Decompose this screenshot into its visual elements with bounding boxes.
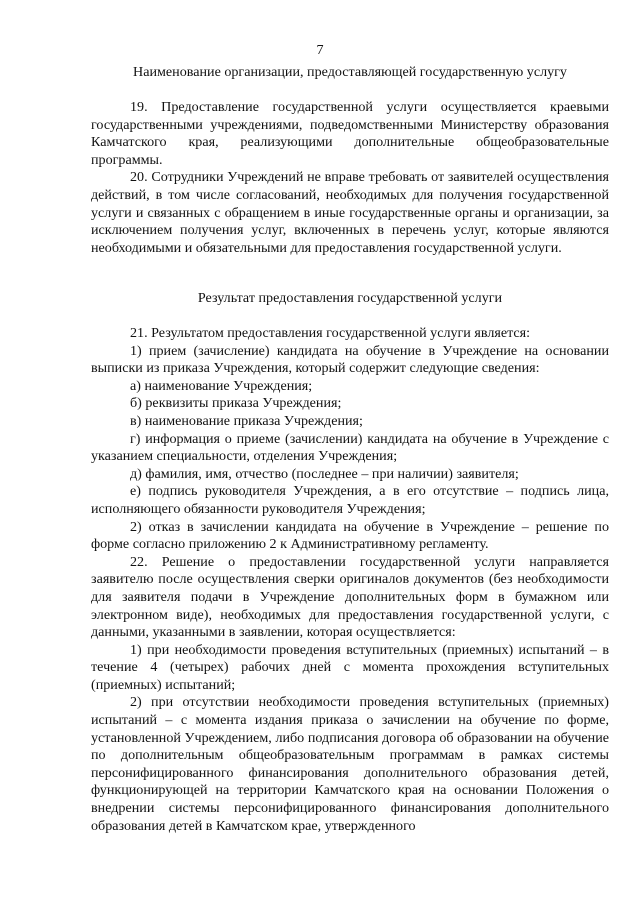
section-body-provider: [91, 99, 609, 257]
section-heading-result: Результат предоставления государственной услуги: [197, 290, 503, 306]
list-item-21-1: 1) прием (зачисление) кандидата на обучение в Учреждение на основании выписки из приказа Учреждения, который содержит следующие сведения:: [91, 342, 609, 377]
paragraph-19: 19. Предоставление государственной услуги осуществляется краевыми государственными учреждениями, подведомственными Министерству образования Камчатского края, реализующими дополнительные общеобразовательные программы.: [91, 99, 609, 168]
list-item-21-1-v: в) наименование приказа Учреждения;: [130, 412, 363, 429]
paragraph-21: 21. Результатом предоставления государственной услуги является:: [130, 325, 531, 341]
paragraph-22: 22. Решение о предоставлении государственной услуги направляется заявителю после осуществления сверки оригиналов документов (без необходимости для заявителя подачи в Учреждение дополнительных форм в бумажном или электронном виде), необходимых для предоставления государственной услуги, с данными, указанными в заявлении, которая осуществляется:: [91, 553, 609, 641]
list-item-21-1-e: е) подпись руководителя Учреждения, а в его отсутствие – подпись лица, исполняющего обязанности руководителя Учреждения;: [91, 483, 609, 517]
section-body-result: [91, 325, 609, 835]
page-number: 7: [316, 42, 324, 58]
list-item-21-1-d: д) фамилия, имя, отчество (последнее – при наличии) заявителя;: [130, 465, 519, 482]
section-heading-provider: Наименование организации, предоставляющей государственную услугу: [133, 64, 567, 80]
list-item-22-1: 1) при необходимости проведения вступительных (приемных) испытаний – в течение 4 (четырех) рабочих дней с момента прохождения вступительных (приемных) испытаний;: [91, 641, 609, 693]
list-item-21-1-a: а) наименование Учреждения;: [130, 377, 313, 394]
paragraph-20: 20. Сотрудники Учреждений не вправе требовать от заявителей осуществления действий, в том числе согласований, необходимых для получения государственной услуги и связанных с обращением в иные государственные органы и организации, за исключением получения услуг, включенных в перечень услуг, которые являются необходимыми и обязательными для предоставления государственной услуги.: [91, 169, 609, 256]
list-item-21-1-b: б) реквизиты приказа Учреждения;: [130, 395, 342, 412]
list-item-21-2: 2) отказ в зачислении кандидата на обучение в Учреждение – решение по форме согласно приложению 2 к Административному регламенту.: [91, 518, 609, 553]
list-item-21-1-g: г) информация о приеме (зачислении) кандидата на обучение в Учреждение с указанием специальности, отделения Учреждения;: [91, 430, 609, 465]
list-item-22-2: 2) при отсутствии необходимости проведения вступительных (приемных) испытаний – с момента издания приказа о зачислении на обучение по форме, установленной Учреждением, либо подписания договора об образовании на обучение по дополнительным общеобразовательным программам в рамках системы персонифицированного финансирования дополнительного образования детей, функционирующей на территории Камчатского края на основании Положения о внедрении системы персонифицированного финансирования дополнительного образования детей в Камчатском крае, утвержденного: [91, 694, 609, 834]
